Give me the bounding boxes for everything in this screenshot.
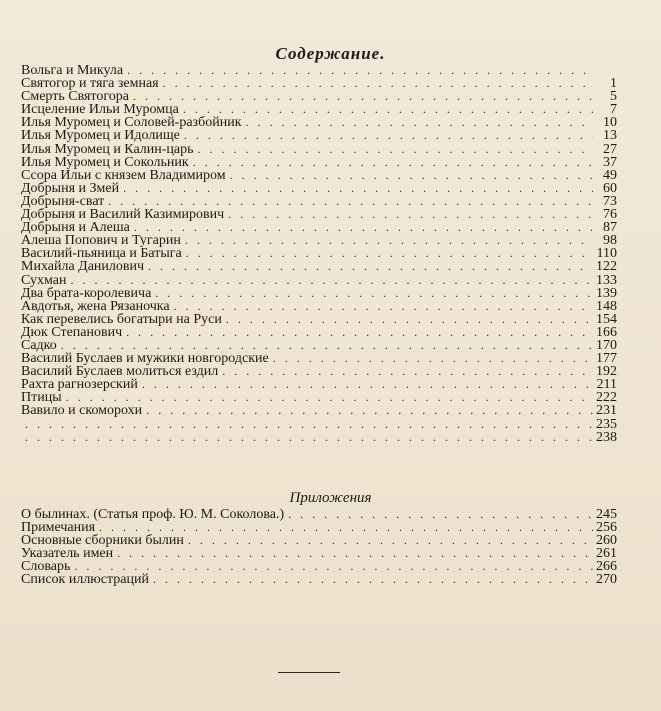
toc-entry-title: Словарь (21, 559, 71, 575)
toc-entry-page: 222 (596, 390, 617, 406)
toc-entry-page: 148 (596, 298, 617, 314)
toc-entry-title: Василий Буслаев молиться ездил (21, 364, 219, 380)
dot-leader (123, 182, 593, 195)
toc-entry-page: 7 (610, 102, 617, 118)
toc-entry (21, 182, 617, 195)
dot-leader (193, 156, 593, 169)
dot-leader (133, 90, 593, 103)
dot-leader (142, 378, 593, 391)
page-title: Содержание. (275, 44, 386, 63)
dot-leader (146, 404, 593, 417)
toc-entry (21, 418, 617, 431)
toc-entry-page: 5 (610, 89, 617, 105)
dot-leader (74, 560, 593, 573)
toc-entry-title: Садко (21, 337, 57, 353)
toc-entry-page: 260 (596, 533, 617, 549)
toc-entry (21, 431, 617, 444)
toc-entry-page: 76 (603, 207, 617, 223)
dot-leader (188, 534, 593, 547)
dot-leader (273, 352, 593, 365)
toc-entry-title: Смерть Святогора (21, 89, 129, 105)
dot-leader (117, 547, 593, 560)
toc-entry-page: 110 (596, 246, 617, 262)
toc-entry-title: Основные сборники былин (21, 533, 184, 549)
toc-entry-page: 166 (596, 324, 617, 340)
toc-entry-page: 60 (603, 180, 617, 196)
dot-leader (184, 129, 593, 142)
toc-entry-page: 154 (596, 311, 617, 327)
toc-entry-title: Исцеление Ильи Муромца (21, 102, 179, 118)
toc-entry-page: 87 (603, 220, 617, 236)
toc-main-list (21, 64, 617, 444)
toc-entry (21, 156, 617, 169)
toc-entry (21, 404, 617, 417)
toc-entry-title: Добрыня и Алеша (21, 220, 130, 236)
toc-entry-title: Указатель имен (21, 546, 114, 562)
dot-leader (155, 287, 593, 300)
toc-entry (21, 129, 617, 142)
closing-rule (278, 672, 340, 673)
dot-leader (186, 247, 593, 260)
toc-entry-title: Авдотья, жена Рязаночка (21, 298, 170, 314)
toc-entry-title: Два брата-королевича (21, 285, 152, 301)
toc-entry-title: Как перевелись богатыри на Руси (21, 311, 222, 327)
toc-entry (21, 143, 617, 156)
toc-entry-title: Сухман (21, 272, 67, 288)
toc-entry-page: 270 (596, 572, 617, 588)
dot-leader (127, 64, 593, 77)
toc-entry-title: О былинах. (Статья проф. Ю. М. Соколова.) (21, 507, 285, 522)
appendix-heading: Приложения (289, 490, 372, 506)
toc-entry-title: Рахта рагнозерский (21, 377, 138, 393)
toc-entry-title: Добрыня и Василий Казимирович (21, 207, 225, 223)
toc-entry-page: 256 (596, 520, 617, 536)
toc-entry-page: 245 (596, 507, 617, 522)
dot-leader (148, 260, 593, 273)
toc-entry-page: 49 (603, 167, 617, 183)
toc-entry-title: Алеша Попович и Тугарин (21, 233, 181, 249)
toc-entry-title: Вавило и скоморохи (21, 403, 143, 419)
dot-leader (228, 208, 593, 221)
dot-leader (174, 300, 593, 313)
dot-leader (198, 143, 593, 156)
dot-leader (25, 431, 593, 444)
toc-entry-title: Добрыня-сват (21, 193, 105, 209)
toc-entry-page: 238 (596, 429, 617, 445)
dot-leader (70, 274, 593, 287)
toc-entry (21, 313, 617, 326)
toc-entry (21, 573, 617, 586)
toc-entry-page: 170 (596, 337, 617, 353)
dot-leader (25, 418, 593, 431)
toc-entry-title: Илья Муромец и Сокольник (21, 154, 189, 170)
toc-entry (21, 326, 617, 339)
toc-entry-page: 37 (603, 154, 617, 170)
dot-leader (126, 326, 593, 339)
dot-leader (153, 573, 593, 586)
toc-entry-title: Василий-пьяница и Батыга (21, 246, 182, 262)
toc-entry (21, 274, 617, 287)
toc-entry (21, 169, 617, 182)
dot-leader (66, 391, 593, 404)
toc-entry-title: Дюк Степанович (21, 324, 123, 340)
toc-appendix-list (21, 508, 617, 587)
toc-entry-title: Василий Буслаев и мужики новгородские (21, 351, 269, 367)
toc-entry-title: Птицы (21, 390, 62, 406)
toc-entry-page: 1 (610, 76, 617, 92)
toc-entry-title: Михайла Данилович (21, 259, 145, 275)
toc-entry-page: 261 (596, 546, 617, 562)
toc-entry-page: 235 (596, 416, 617, 432)
toc-entry (21, 287, 617, 300)
dot-leader (288, 508, 593, 521)
dot-leader (246, 116, 594, 129)
toc-entry-title: Святогор и тяга земная (21, 76, 159, 92)
dot-leader (134, 221, 593, 234)
toc-entry (21, 300, 617, 313)
dot-leader (183, 103, 593, 116)
toc-entry (21, 547, 617, 560)
toc-entry-page: 211 (596, 377, 617, 393)
toc-entry-page: 13 (603, 128, 617, 144)
toc-entry (21, 508, 617, 521)
dot-leader (222, 365, 593, 378)
toc-entry-page: 177 (596, 351, 617, 367)
toc-entry-title: Ссора Ильи с князем Владимиром (21, 167, 226, 183)
toc-entry-title: Примечания (21, 520, 96, 536)
toc-entry-title: Илья Муромец и Соловей-разбойник (21, 115, 242, 131)
toc-entry (21, 260, 617, 273)
dot-leader (163, 77, 593, 90)
toc-entry-page: 231 (596, 403, 617, 419)
toc-entry-page: 73 (603, 193, 617, 209)
toc-entry-page: 10 (603, 115, 617, 131)
toc-entry-title: Илья Муромец и Идолище (21, 128, 180, 144)
toc-entry-title: Добрыня и Змей (21, 180, 120, 196)
toc-entry-page: 133 (596, 272, 617, 288)
toc-entry-page: 98 (603, 233, 617, 249)
toc-entry-title: Список иллюстраций (21, 572, 149, 588)
toc-entry-title: Илья Муромец и Калин-царь (21, 141, 194, 157)
dot-leader (230, 169, 593, 182)
toc-entry-title: Вольга и Микула (21, 63, 124, 78)
toc-entry-page: 122 (596, 259, 617, 275)
toc-entry-page: 192 (596, 364, 617, 380)
dot-leader (185, 234, 593, 247)
toc-entry-page: 266 (596, 559, 617, 575)
toc-entry-page: 139 (596, 285, 617, 301)
toc-entry-page: 27 (603, 141, 617, 157)
toc-entry (21, 378, 617, 391)
dot-leader (226, 313, 593, 326)
